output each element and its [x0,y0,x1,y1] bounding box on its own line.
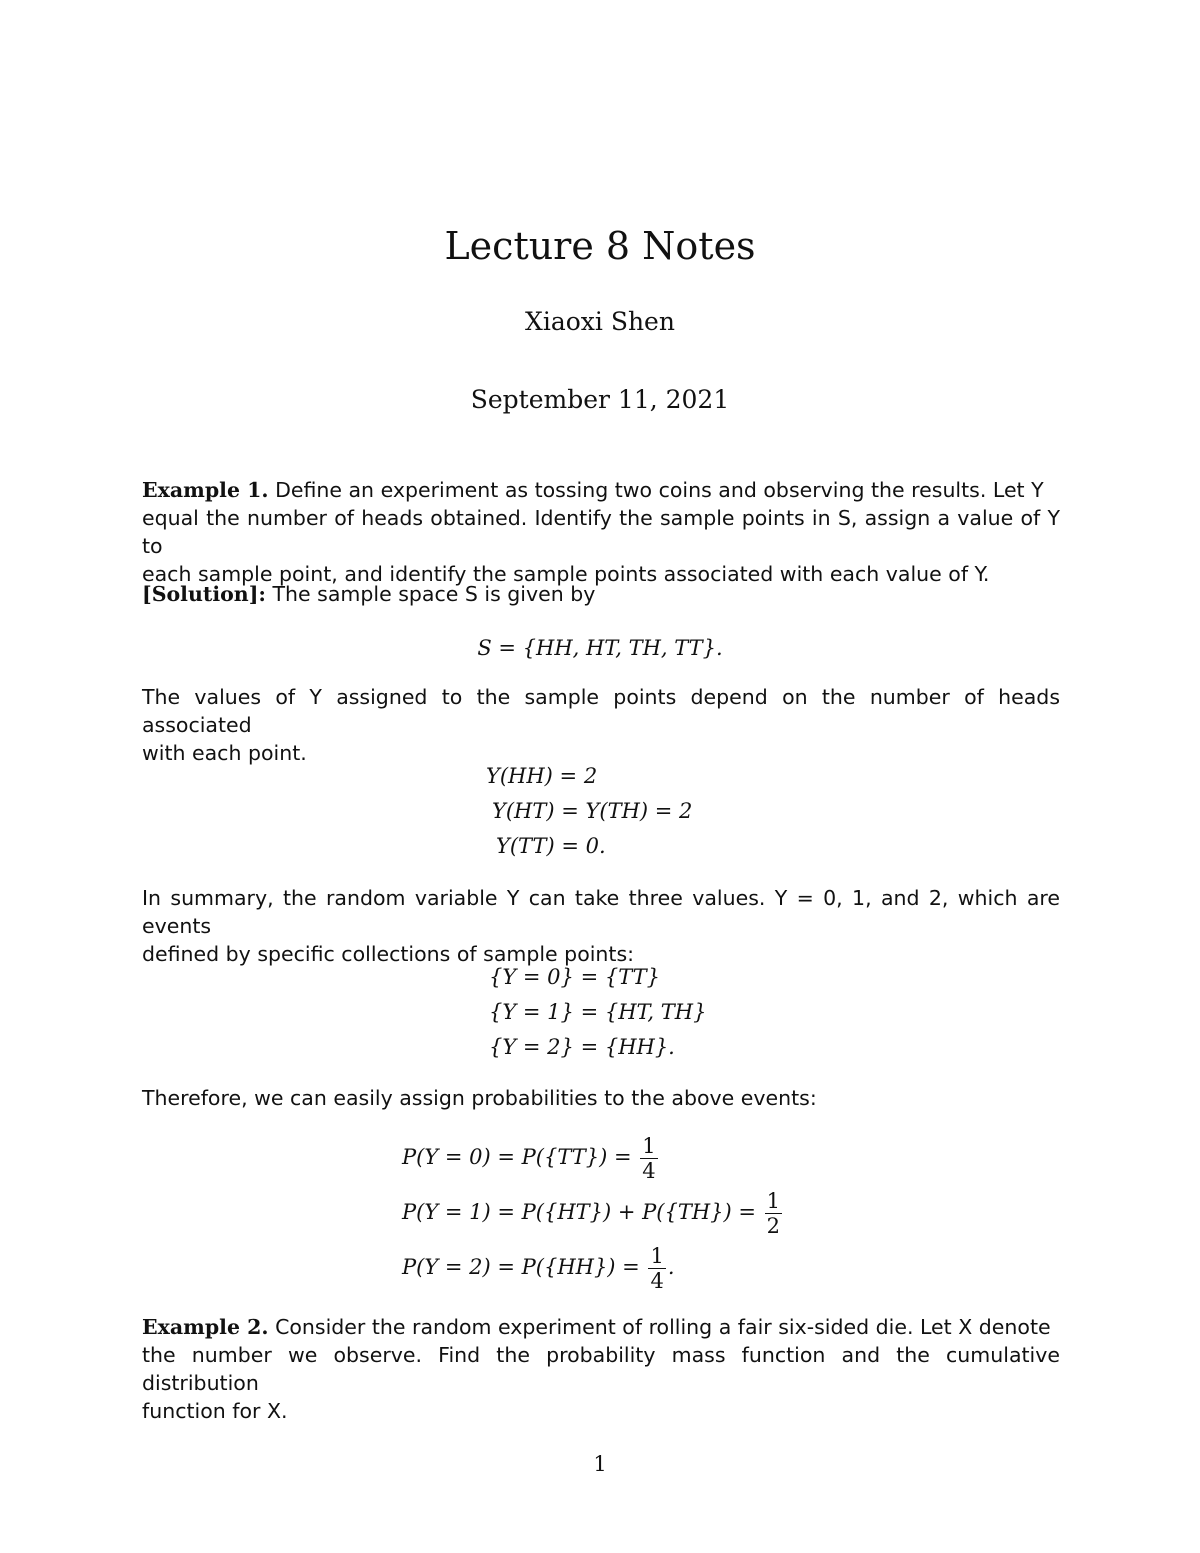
fraction-denominator: 4 [650,1269,664,1293]
assignment-equation: Y(HT) = Y(TH) = 2 [492,799,693,823]
event-equation: {Y = 2} = {HH}. [489,1035,675,1059]
summary-line-2: defined by specific collections of sample points: [142,942,635,966]
solution-intro [142,580,1060,608]
assignment-equation: Y(HH) = 2 [486,764,598,788]
example-2-line-3: function for X. [142,1399,288,1423]
probability-equation [402,1134,660,1183]
fraction-numerator: 1 [650,1244,664,1268]
probability-lhs: P(Y = 2) = P({HH}) = [402,1255,640,1279]
solution-label: [Solution]: [142,582,266,606]
fraction-numerator: 1 [642,1134,656,1158]
probabilities-intro: Therefore, we can easily assign probabilities to the above events: [142,1086,817,1110]
document-author: Xiaoxi Shen [525,307,675,336]
values-line-2: with each point. [142,741,307,765]
example-1-line-2: equal the number of heads obtained. Identify the sample points in S, assign a value of Y to [142,506,1060,558]
values-line-1: The values of Y assigned to the sample points depend on the number of heads associated [142,685,1060,737]
example-2-line-2: the number we observe. Find the probability mass function and the cumulative distribution [142,1343,1060,1395]
probability-lhs: P(Y = 1) = P({HT}) + P({TH}) = [402,1200,756,1224]
fraction [765,1189,782,1238]
probability-equation [402,1244,675,1293]
page-number: 1 [593,1452,607,1476]
event-equation: {Y = 0} = {TT} [489,965,660,989]
example-1-label: Example 1. [142,478,269,502]
summary-paragraph [142,884,1060,968]
fraction [640,1134,657,1183]
values-paragraph [142,683,1060,767]
sample-space-equation: S = {HH, HT, TH, TT}. [477,636,723,660]
summary-line-1: In summary, the random variable Y can take three values. Y = 0, 1, and 2, which are events [142,886,1060,938]
fraction-numerator: 1 [766,1189,781,1213]
example-1-line-1 [142,476,1060,504]
document-date: September 11, 2021 [470,385,730,414]
example-2-label: Example 2. [142,1315,269,1339]
probability-tail: . [667,1255,675,1279]
example-1-line-3: each sample point, and identify the sample points associated with each value of Y. [142,562,990,586]
document-title: Lecture 8 Notes [444,224,756,268]
fraction-denominator: 4 [642,1159,656,1183]
example-1-text-1: Define an experiment as tossing two coins and observing the results. Let Y [275,478,1044,502]
assignment-equation: Y(TT) = 0. [496,834,606,858]
example-2-text-1: Consider the random experiment of rolling a fair six-sided die. Let X denote [275,1315,1051,1339]
fraction-denominator: 2 [766,1214,781,1238]
fraction [648,1244,665,1293]
event-equation: {Y = 1} = {HT, TH} [489,1000,707,1024]
example-2 [142,1313,1060,1425]
probability-equation [402,1189,784,1238]
example-2-line-1 [142,1313,1060,1341]
probability-lhs: P(Y = 0) = P({TT}) = [402,1145,632,1169]
example-1 [142,476,1060,588]
solution-intro-text: The sample space S is given by [272,582,596,606]
